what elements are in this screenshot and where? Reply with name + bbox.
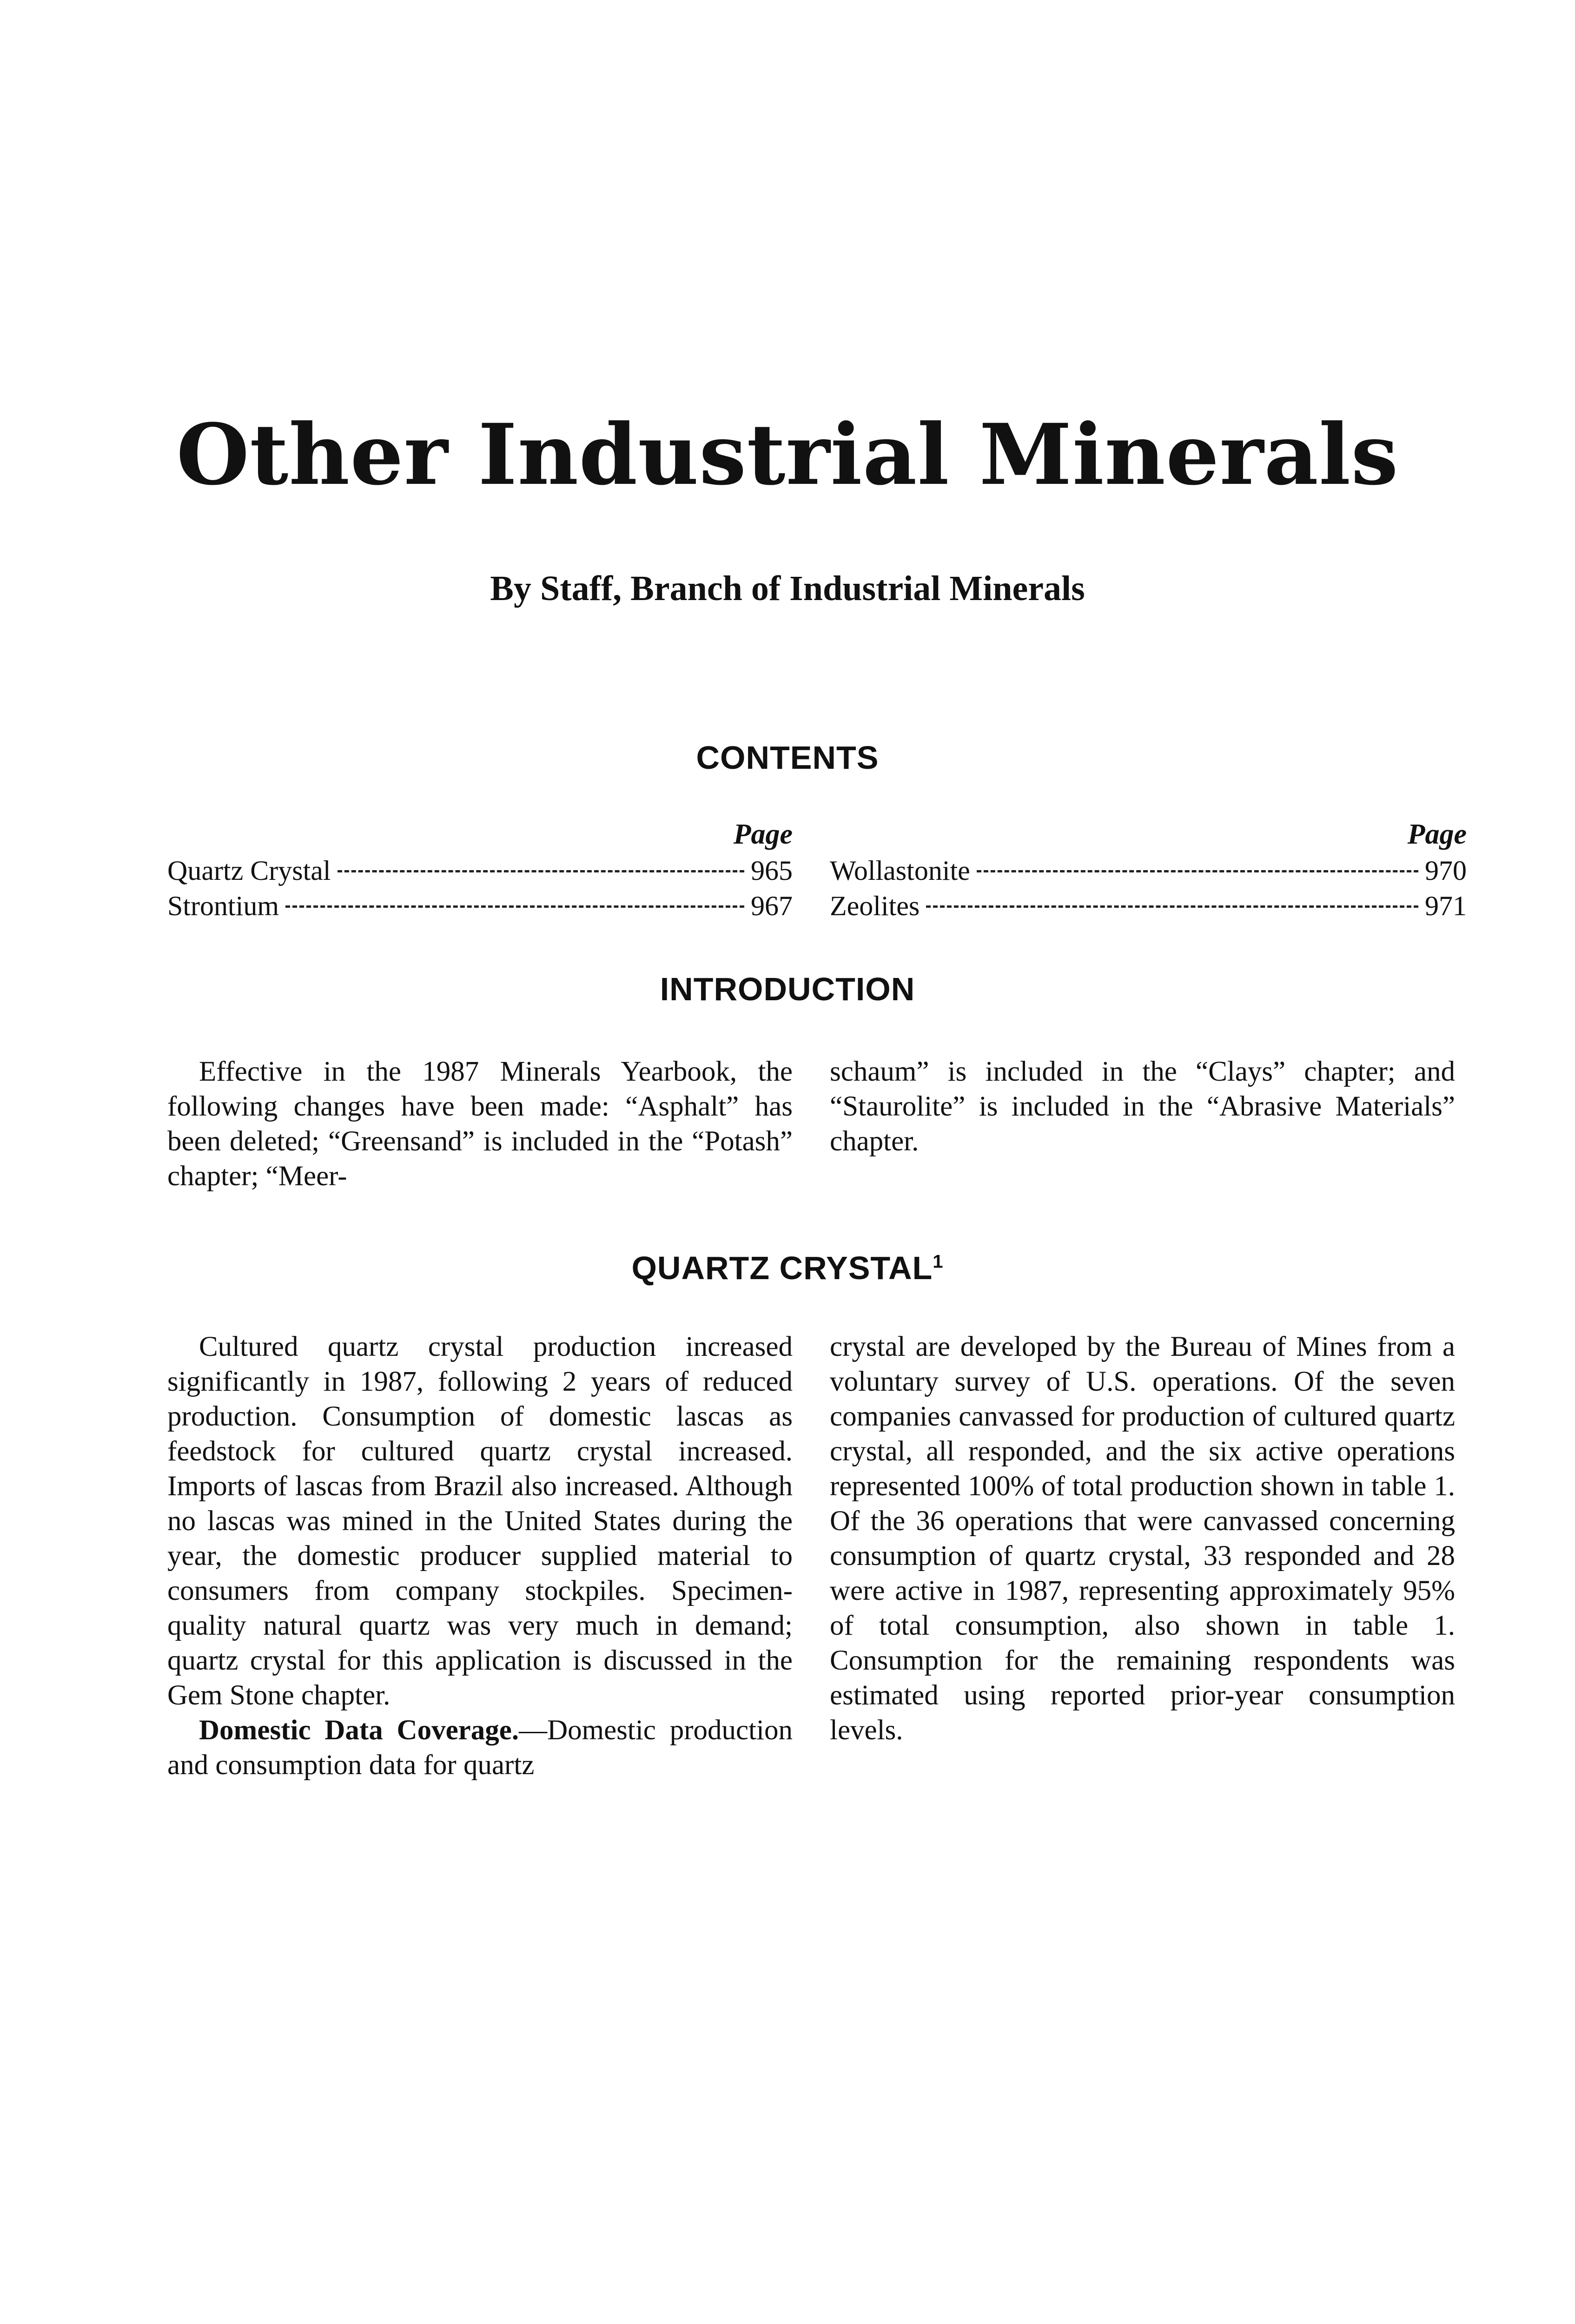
page-title: Other Industrial Minerals	[176, 406, 1399, 504]
toc-page-label: Page	[733, 819, 793, 850]
toc-entry-label: Zeolites	[830, 891, 920, 921]
quartz-paragraph-data-coverage	[167, 1713, 793, 1783]
toc-left-column	[167, 816, 793, 924]
introduction-paragraph: Effective in the 1987 Minerals Yearbook, the following changes have been made: “Asphalt” has been deleted; “Greensand” is included in the “Potash” chapter; “Meer-	[167, 1056, 793, 1192]
toc-entry-page: 971	[1425, 891, 1467, 921]
toc-entry-page: 970	[1425, 855, 1467, 886]
toc-entry-quartz-crystal[interactable]	[167, 853, 793, 888]
quartz-crystal-left-column	[167, 1329, 793, 1783]
toc-leader	[926, 905, 1418, 908]
toc-entry-page: 967	[751, 891, 793, 921]
introduction-paragraph-continued: schaum” is included in the “Clays” chapter; and “Staurolite” is included in the “Abrasive Materials” chapter.	[830, 1056, 1455, 1157]
quartz-crystal-heading-text: QUARTZ CRYSTAL	[631, 1250, 933, 1286]
toc-entry-page: 965	[751, 855, 793, 886]
quartz-paragraph-continued: crystal are developed by the Bureau of Mines from a voluntary survey of U.S. operations. Of the seven companies canvassed for production of cultured quartz crystal, all responded, and the six active operations represented 100% of total production shown in table 1. Of the 36 operations that were canvassed concerning consumption of quartz crystal, 33 responded and 28 were active in 1987, representing approximately 95% of total consumption, also shown in table 1. Consumption for the remaining respondents was estimated using reported prior-year consumption levels.	[830, 1331, 1455, 1746]
toc-right-column	[830, 816, 1467, 924]
data-coverage-text: —Domestic production and consumption data for quartz	[167, 1715, 793, 1781]
toc-entry-label: Strontium	[167, 891, 279, 921]
byline: By Staff, Branch of Industrial Minerals	[490, 569, 1085, 608]
quartz-paragraph: Cultured quartz crystal production increased significantly in 1987, following 2 years of reduced production. Consumption of domestic lascas as feedstock for cultured quartz crystal increased. Imports of lascas from Brazil also increased. Although no lascas was mined in the United States during the year, the domestic producer supplied material to consumers from company stockpiles. Specimen-quality natural quartz was very much in demand; quartz crystal for this application is discussed in the Gem Stone chapter.	[167, 1331, 793, 1711]
toc-page-label: Page	[1407, 819, 1467, 850]
quartz-crystal-right-column	[830, 1329, 1455, 1748]
introduction-right-column	[830, 1054, 1455, 1159]
toc-entry-label: Quartz Crystal	[167, 855, 331, 886]
toc-entry-wollastonite[interactable]	[830, 853, 1467, 888]
runin-heading: Domestic Data Coverage.	[199, 1715, 519, 1746]
toc-leader	[285, 905, 744, 908]
introduction-heading: INTRODUCTION	[660, 971, 915, 1007]
quartz-crystal-heading	[0, 1250, 1575, 1286]
toc-entry-strontium[interactable]	[167, 888, 793, 924]
toc-entry-label: Wollastonite	[830, 855, 970, 886]
footnote-marker[interactable]: 1	[933, 1251, 944, 1272]
toc-leader	[977, 870, 1418, 872]
contents-heading: CONTENTS	[696, 739, 879, 776]
introduction-left-column	[167, 1054, 793, 1194]
toc-leader	[338, 870, 744, 872]
toc-entry-zeolites[interactable]	[830, 888, 1467, 924]
